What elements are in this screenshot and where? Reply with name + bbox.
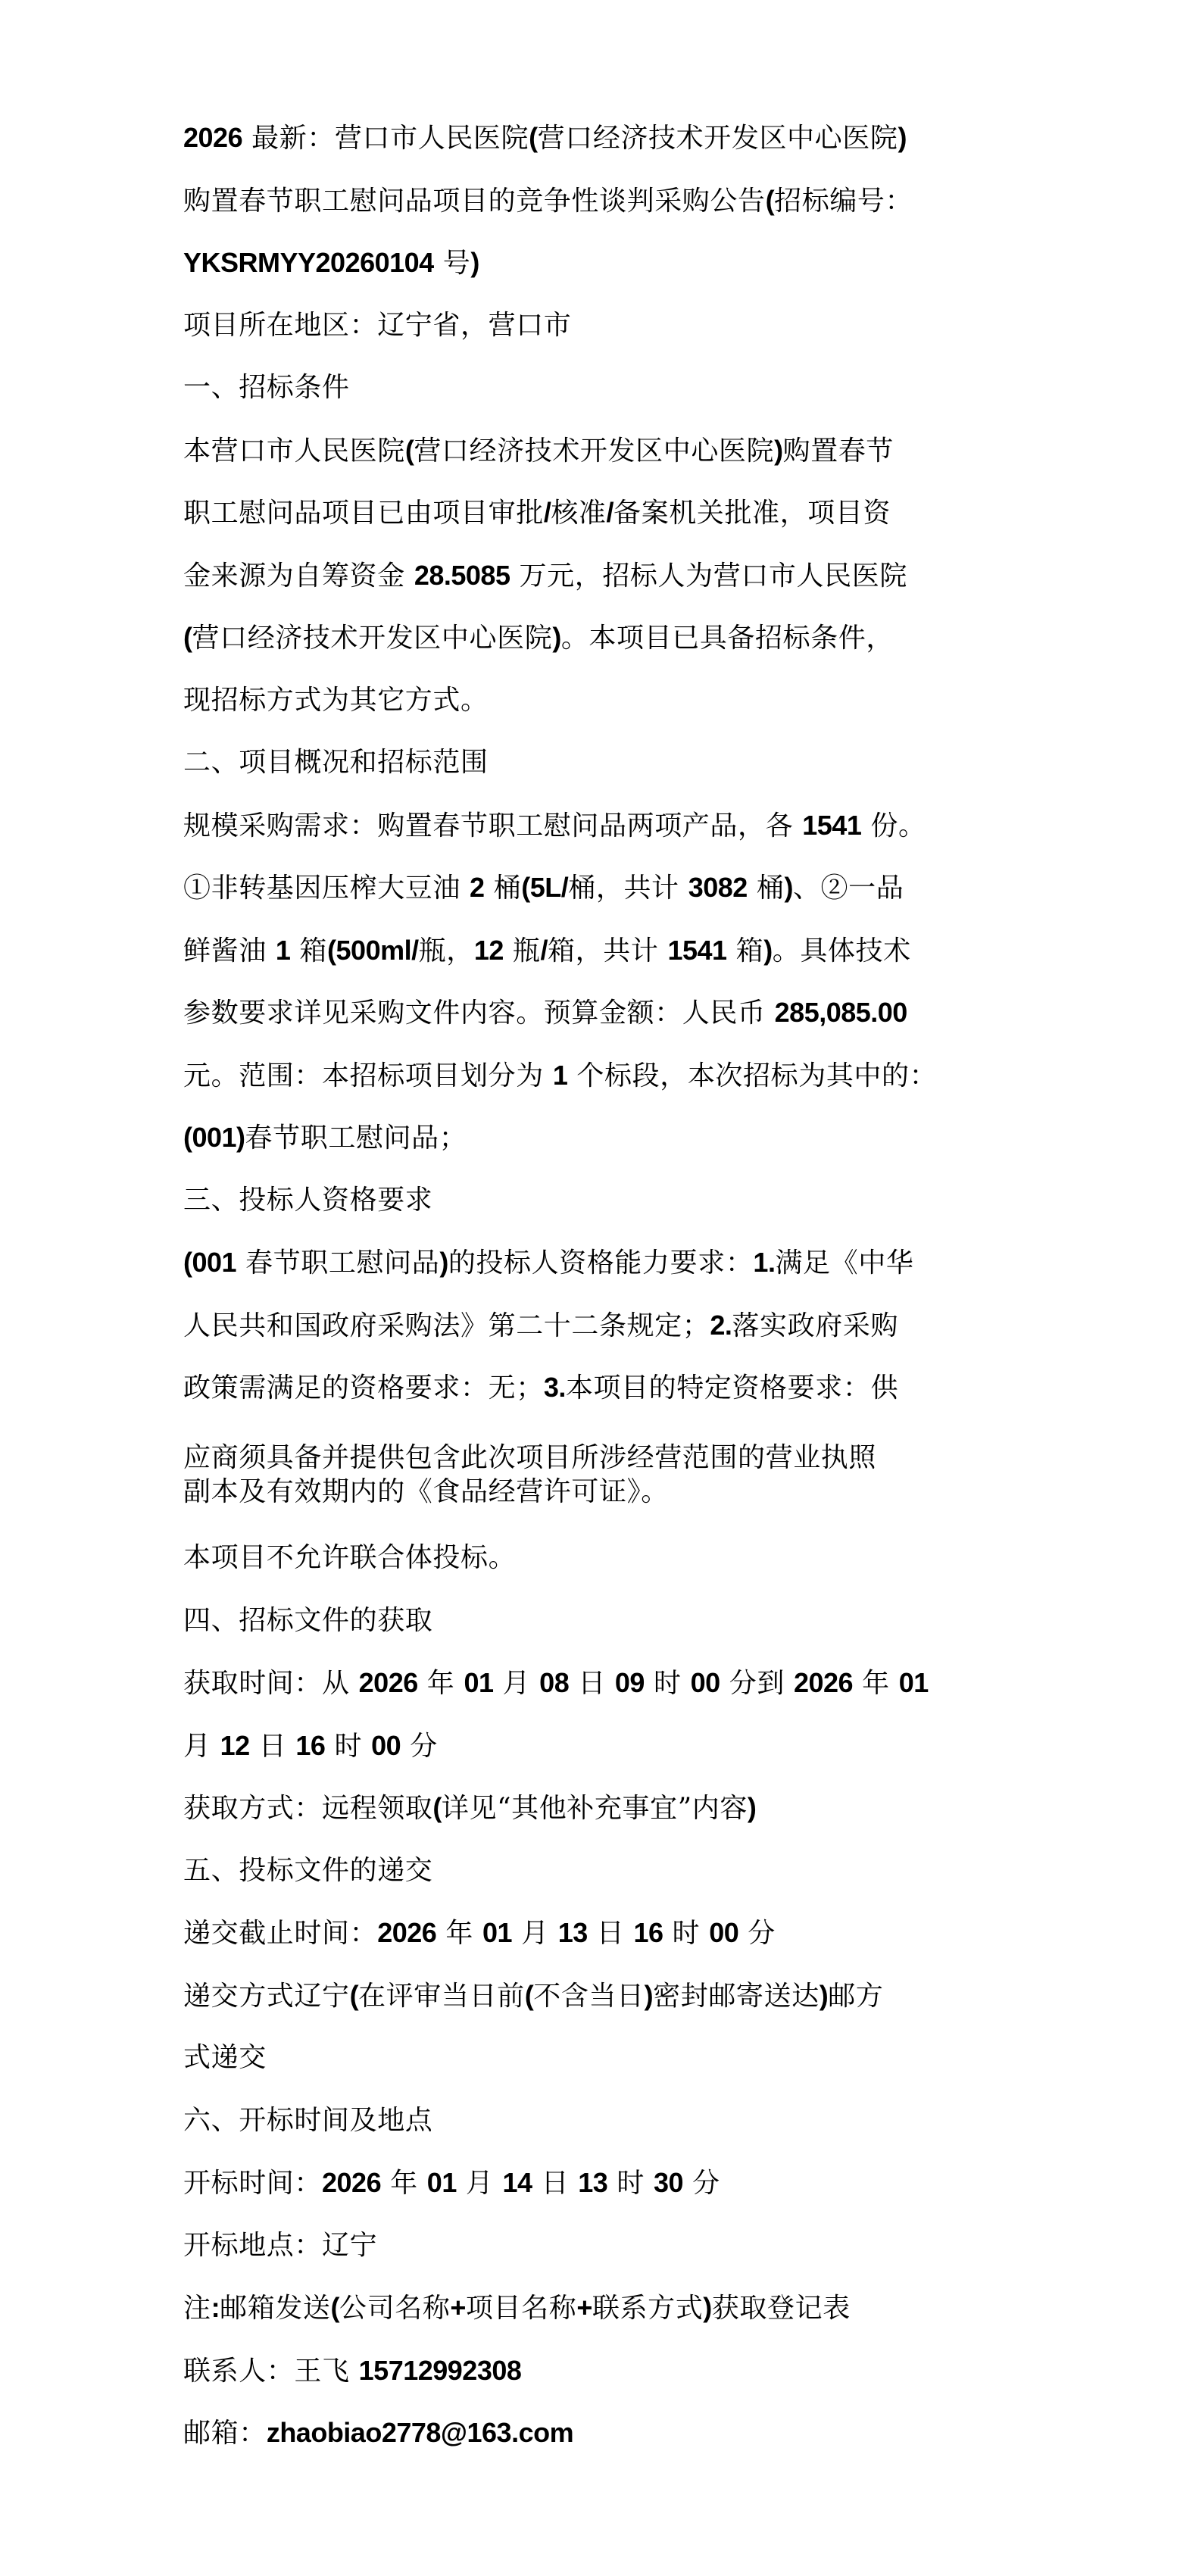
section-1-heading: 一、招标条件 (183, 372, 350, 403)
text-run: ①非转基因压榨大豆油 (183, 873, 470, 904)
bold-text-run: : (211, 2292, 220, 2323)
section-3-line (183, 1371, 1024, 1404)
text-run: 注 (183, 2293, 211, 2324)
section-5-line-method-cont (183, 2041, 1024, 2075)
bold-text-run: 3082 (688, 872, 748, 903)
bold-text-run: ) (898, 122, 907, 153)
bold-text-run: 01 (464, 1667, 494, 1698)
section-3-tight-line (183, 1441, 1024, 1475)
text-run: 分 (683, 2168, 720, 2199)
text-run: 现招标方式为其它方式。 (183, 685, 489, 716)
text-run: 分 (738, 1918, 776, 1949)
bold-text-run: 2026 (322, 2167, 382, 2198)
section-3-heading: 三、投标人资格要求 (183, 1185, 433, 1216)
bold-text-run: 1 (275, 935, 291, 966)
bold-text-run: 01 (898, 1667, 929, 1698)
bold-text-run: 28.5085 (414, 560, 510, 591)
bold-text-run: ) (747, 1792, 757, 1823)
bold-text-run: 3. (543, 1372, 566, 1403)
text-run: 营口经济技术开发区中心医院 (537, 123, 898, 154)
bold-text-run: ) (703, 2292, 712, 2323)
text-run: 不含当日 (533, 1981, 645, 2012)
text-run: 时 (644, 1668, 691, 1699)
section-3-line (183, 1246, 1024, 1279)
text-run: 分 (401, 1731, 438, 1762)
text-run: 元。范围：本招标项目划分为 (183, 1060, 553, 1091)
bold-text-run: 2026 (183, 122, 243, 153)
bold-text-run: 00 (709, 1917, 739, 1948)
text-run: 份。 (861, 810, 926, 841)
bold-text-run: ) (763, 935, 773, 966)
text-run: 落实政府采购 (732, 1310, 899, 1341)
bold-text-run: + (450, 2292, 466, 2323)
section-4-line-time-cont (183, 1729, 1024, 1763)
text-run: 公司名称 (339, 2293, 451, 2324)
text-run: 春节职工慰问品； (245, 1123, 467, 1154)
text-run: 日 (587, 1918, 634, 1949)
title-line-3-tender-number (183, 246, 1024, 279)
text-run: 瓶， (418, 935, 474, 966)
text-run: 购置春节职工慰问品项目的竞争性谈判采购公告 (183, 186, 766, 217)
bold-text-run: ) (819, 1980, 829, 2011)
bold-text-run: 2026 (793, 1667, 854, 1698)
text-run: 年 (417, 1668, 464, 1699)
text-run: 的投标人资格能力要求： (448, 1247, 754, 1279)
section-5-line-deadline (183, 1916, 1024, 1950)
section-4-line-method (183, 1791, 1024, 1825)
text-run: 邮方 (828, 1981, 884, 2012)
section-2-line-item-1 (183, 871, 1024, 904)
bold-text-run: ) (439, 1247, 448, 1278)
text-run: 箱 (726, 935, 764, 966)
bold-text-run: / (540, 935, 548, 966)
section-2-line-demand (183, 809, 1024, 842)
bold-text-run: 15712992308 (358, 2355, 522, 2386)
bold-text-run: 16 (295, 1730, 326, 1761)
text-run: 。本项目已具备招标条件， (560, 623, 894, 654)
bold-text-run: 2. (710, 1310, 732, 1341)
bold-text-run: 2026 (377, 1917, 437, 1948)
bold-text-run: (001) (183, 1122, 245, 1153)
text-run: 桶 (747, 873, 785, 904)
text-run: 营口经济技术开发区中心医院 (414, 436, 775, 467)
text-run: 本项目的特定资格要求：供 (565, 1372, 899, 1404)
bold-text-run: 14 (502, 2167, 532, 2198)
bold-text-run: 285,085.00 (774, 997, 907, 1028)
bold-text-run: 08 (539, 1667, 570, 1698)
section-1-line (183, 496, 1024, 529)
bold-text-run: 1541 (667, 935, 727, 966)
text-run: 日 (249, 1731, 296, 1762)
text-run: 时 (325, 1731, 372, 1762)
text-run: 营口经济技术开发区中心医院 (192, 623, 553, 654)
text-run: 本营口市人民医院 (183, 436, 405, 467)
text-run: 应商须具备并提供包含此次项目所涉经营范围的营业执照 (183, 1442, 877, 1473)
text-run: 详见“其他补充事宜”内容 (441, 1793, 748, 1824)
project-region: 项目所在地区：辽宁省，营口市 (183, 310, 572, 341)
bold-text-run: 12 (220, 1730, 250, 1761)
text-run: 核准 (551, 498, 607, 529)
text-run: 政策需满足的资格要求：无； (183, 1372, 544, 1404)
bold-text-run: 00 (371, 1730, 401, 1761)
bold-text-run: 1541 (802, 810, 862, 841)
bold-text-run: / (543, 497, 551, 528)
section-2-line-budget (183, 996, 1024, 1029)
text-run: 月 (493, 1668, 540, 1699)
text-run: 递交截止时间： (183, 1918, 378, 1949)
bold-text-run: + (576, 2292, 592, 2323)
section-1-line (183, 621, 1024, 654)
text-run: 最新：营口市人民医院 (242, 123, 529, 154)
text-run: 瓶 (503, 935, 541, 966)
text-run: 箱 (290, 935, 328, 966)
bold-text-run: 13 (578, 2167, 608, 2198)
text-run: 在评审当日前 (358, 1981, 525, 2012)
text-run: 号 (433, 248, 471, 279)
text-run: 职工慰问品项目已由项目审批 (183, 498, 544, 529)
text-run: 满足《中华 (775, 1247, 914, 1279)
bold-text-run: ) (644, 1980, 654, 2011)
text-run: 规模采购需求：购置春节职工慰问品两项产品，各 (183, 810, 803, 841)
section-6-line-note (183, 2291, 1024, 2325)
bold-text-run: ( (349, 1980, 359, 2011)
bold-text-run: 30 (654, 2167, 684, 2198)
bold-text-run: 01 (482, 1917, 513, 1948)
text-run: 春节职工慰问品 (236, 1247, 440, 1279)
bold-text-run: zhaobiao2778@163.com (266, 2417, 574, 2448)
text-run: 日 (532, 2168, 579, 2199)
section-1-line (183, 684, 1024, 717)
section-3-tight-line (183, 1475, 1024, 1509)
text-run: 联系人：王飞 (183, 2356, 359, 2387)
text-run: 月 (456, 2168, 503, 2199)
text-run: 递交方式辽宁 (183, 1981, 350, 2012)
bold-text-run: ( (330, 2292, 340, 2323)
text-run: 获取登记表 (711, 2293, 851, 2324)
bold-text-run: ) (774, 435, 783, 466)
bold-text-run: 1. (753, 1247, 776, 1278)
text-run: 个标段，本次招标为其中的： (567, 1060, 938, 1091)
text-run: 桶，共计 (568, 873, 688, 904)
bold-text-run: 2026 (358, 1667, 418, 1698)
contact-email (183, 2416, 1024, 2450)
section-4-line-time (183, 1666, 1024, 1700)
bold-text-run: (5L/ (521, 872, 569, 903)
text-run: 人民共和国政府采购法》第二十二条规定； (183, 1310, 710, 1341)
section-6-line-opening-place (183, 2229, 1024, 2262)
text-run: 年 (381, 2168, 427, 2199)
bold-text-run: 16 (633, 1917, 663, 1948)
bold-text-run: ) (552, 622, 561, 653)
bold-text-run: ( (529, 122, 538, 153)
bold-text-run: / (606, 497, 614, 528)
text-run: 时 (663, 1918, 710, 1949)
text-run: 、②一品 (792, 873, 904, 904)
text-run: 邮箱： (183, 2418, 267, 2449)
bold-text-run: ) (784, 872, 793, 903)
bold-text-run: 2 (470, 872, 485, 903)
text-run: 日 (569, 1668, 615, 1699)
section-2-line-scope (183, 1059, 1024, 1092)
text-run: 万元，招标人为营口市人民医院 (510, 560, 907, 592)
section-1-line-funding (183, 559, 1024, 592)
section-2-line-lot (183, 1121, 1024, 1154)
text-run: 开标地点：辽宁 (183, 2230, 378, 2261)
text-run: 年 (436, 1918, 482, 1949)
section-5-heading: 五、投标文件的递交 (183, 1855, 433, 1886)
text-run: 分到 (720, 1668, 794, 1699)
section-5-line-method (183, 1979, 1024, 2012)
section-2-heading: 二、项目概况和招标范围 (183, 747, 489, 778)
text-run: 联系方式 (592, 2293, 704, 2324)
text-run: 邮箱发送 (220, 2293, 331, 2324)
text-run: 鲜酱油 (183, 935, 276, 966)
text-run: 年 (853, 1668, 899, 1699)
bold-text-run: ( (765, 185, 775, 216)
bold-text-run: ) (470, 247, 479, 278)
section-2-line-item-2 (183, 934, 1024, 967)
bold-text-run: (001 (183, 1247, 237, 1278)
text-run: 。具体技术 (772, 935, 911, 966)
bold-text-run: ( (524, 1980, 534, 2011)
section-3-line (183, 1309, 1024, 1342)
text-run: 购置春节 (782, 436, 894, 467)
bold-text-run: 09 (614, 1667, 645, 1698)
bold-text-run: 13 (557, 1917, 588, 1948)
text-run: 获取时间：从 (183, 1668, 359, 1699)
contact-person (183, 2354, 1024, 2387)
text-run: 桶 (484, 873, 522, 904)
bold-text-run: ( (432, 1792, 442, 1823)
section-6-heading: 六、开标时间及地点 (183, 2105, 433, 2136)
bold-text-run: 1 (552, 1060, 568, 1091)
section-3-consortium-note: 本项目不允许联合体投标。 (183, 1542, 517, 1573)
bold-text-run: 12 (473, 935, 504, 966)
bold-text-run: (500ml/ (327, 935, 419, 966)
text-run: 箱，共计 (548, 935, 668, 966)
section-6-line-opening-time (183, 2166, 1024, 2200)
bold-text-run: ( (404, 435, 414, 466)
text-run: 式递交 (183, 2042, 267, 2073)
text-run: 获取方式：远程领取 (183, 1793, 433, 1824)
text-run: 副本及有效期内的《食品经营许可证》。 (183, 1476, 669, 1507)
text-run: 月 (183, 1731, 220, 1762)
section-1-line (183, 434, 1024, 467)
text-run: 月 (512, 1918, 558, 1949)
text-run: 项目名称 (465, 2293, 577, 2324)
text-run: 开标时间： (183, 2168, 323, 2199)
section-4-heading: 四、招标文件的获取 (183, 1605, 433, 1636)
bold-text-run: 01 (426, 2167, 457, 2198)
title-line-1 (183, 121, 1024, 155)
text-run: 密封邮寄送达 (653, 1981, 820, 2012)
bold-text-run: ( (183, 622, 192, 653)
text-run: 参数要求详见采购文件内容。预算金额：人民币 (183, 998, 775, 1029)
text-run: 招标编号： (774, 186, 913, 217)
bold-text-run: YKSRMYY20260104 (183, 247, 434, 278)
text-run: 时 (607, 2168, 654, 2199)
title-line-2 (183, 184, 1024, 217)
text-run: 备案机关批准，项目资 (613, 498, 891, 529)
text-run: 金来源为自筹资金 (183, 560, 414, 592)
bold-text-run: 00 (690, 1667, 720, 1698)
